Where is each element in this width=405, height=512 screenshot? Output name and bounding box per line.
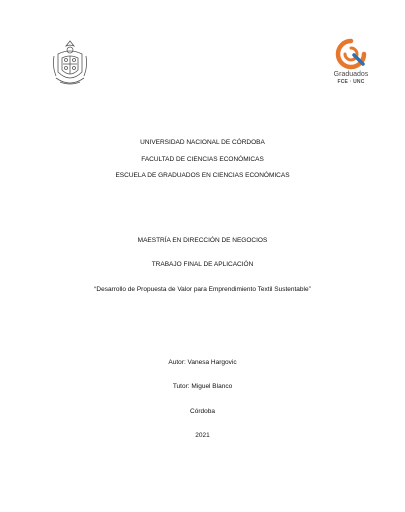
city-line: Córdoba: [190, 408, 215, 415]
degree-name: MAESTRÍA EN DIRECCIÓN DE NEGOCIOS: [137, 237, 268, 244]
author-line: Autor: Vanesa Hargovic: [168, 359, 237, 366]
school-name: ESCUELA DE GRADUADOS EN CIENCIAS ECONÓMICAS: [115, 172, 290, 179]
year-line: 2021: [195, 432, 210, 439]
tutor-line: Tutor: Miguel Blanco: [172, 383, 233, 390]
thesis-title: “Desarrollo de Propuesta de Valor para Emprendimiento Textil Sustentable”: [94, 286, 311, 293]
graduados-logo-subtitle: FCE · UNC: [337, 79, 365, 85]
graduados-logo-title: Graduados: [333, 71, 369, 78]
work-type: TRABAJO FINAL DE APLICACIÓN: [151, 261, 254, 268]
graduados-swirl-icon: [331, 38, 371, 70]
graduados-logo: [331, 38, 371, 90]
university-name: UNIVERSIDAD NACIONAL DE CÓRDOBA: [140, 139, 265, 146]
faculty-name: FACULTAD DE CIENCIAS ECONÓMICAS: [141, 156, 264, 163]
university-crest-icon: [50, 38, 90, 90]
